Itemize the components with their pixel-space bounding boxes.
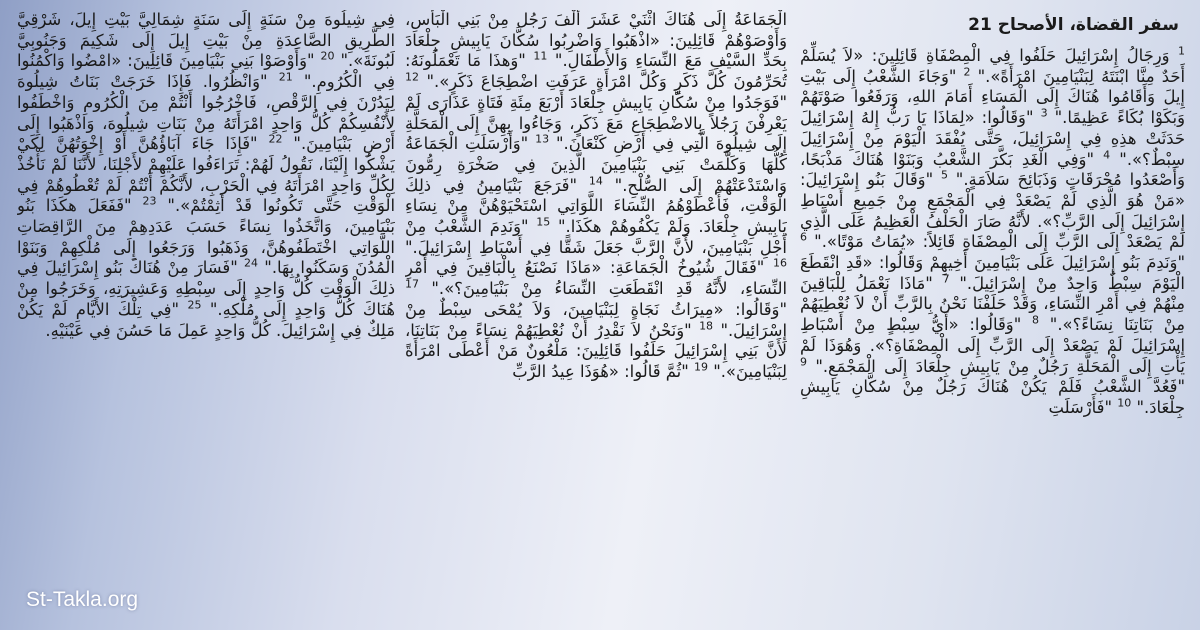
verse-number: 7 (942, 272, 950, 286)
chapter-title: سفر القضاة، الأصحاح 21 (968, 15, 1179, 35)
verse-text: "وَقَالُوا: «أَيُّ سِبْطٍ مِنْ أَسْبَاطِ إِسْرَائِيلَ لَمْ يَصْعَدْ إِلَى الرَّبِّ إِلَى الْمِصْفَاةِ؟». وَهُوَذَا لَمْ يَأْتِ إِلَى الْمَحَلَّةِ رَجُلٌ مِنْ يَابِيشِ جِلْعَادَ إِلَى الْمَجْمَعِ." (800, 315, 1185, 376)
verse-text: "وَأَوْصَوْا بَنِي بَنْيَامِينَ قَائِلِينَ: «امْضُوا وَاكْمُنُوا فِي الْكُرُومِ." (17, 51, 395, 92)
verse-text: "فَإِذَا جَاءَ آبَاؤُهُنَّ أَوْ إِخْوَتُهُنَّ لِكَيْ يَشْكُوا إِلَيْنَا، نَقُولُ لَهُمْ: تَرَاءَفُوا عَلَيْهِمْ لأَجْلِنَا، لأَنَّنَا لَمْ نَأْخُذْ لِكُلِّ وَاحِدٍ امْرَأَتَهُ فِي الْحَرْبِ، لأَنَّكُمْ أَنْتُمْ لَمْ تُعْطُوهُمْ فِي الْوَقْتِ حَتَّى تَكُونُوا قَدْ أَثِمْتُمْ»." (17, 134, 395, 216)
verse-text: "وَنَحْنُ لاَ نَقْدِرُ أَنْ نُعْطِيَهُمْ نِسَاءً مِنْ بَنَاتِنَا، لأَنَّ بَنِي إِسْرَائِيلَ حَلَفُوا قَائِلِينَ: مَلْعُونٌ مَنْ أَعْطَى امْرَأَةً لِبَنْيَامِينَ»." (405, 320, 787, 381)
verse-number: 4 (1103, 148, 1111, 162)
verse-number: 1 (1178, 44, 1185, 58)
verse-text: "فَأَرْسَلَتِ (1048, 397, 1113, 417)
verse-number: 3 (1040, 106, 1048, 120)
verse-number: 6 (800, 230, 807, 244)
verse-text: "وَقَالَ بَنُو إِسْرَائِيلَ: «مَنْ هُوَ الَّذِي لَمْ يَصْعَدْ فِي الْمَجْمَعِ مِنْ جَمِيعِ أَسْبَاطِ إِسْرَائِيلَ إِلَى الرَّبِّ؟». لأَنَّهُ صَارَ الْحَلْفُ الْعَظِيمُ عَلَى الَّذِي لَمْ يَصْعَدْ إِلَى الرَّبِّ إِلَى الْمِصْفَاةِ قَائِلاً: «يُمَاتُ مَوْتًا»." (800, 170, 1185, 252)
verse-number: 9 (800, 355, 807, 369)
column-text (800, 46, 1185, 419)
verse-text: "فَسَارَ مِنْ هُنَاكَ بَنُو إِسْرَائِيلَ فِي ذلِكَ الْوَقْتِ كُلُّ وَاحِدٍ إِلَى سِبْطِهِ وَعَشِيرَتِهِ، وَخَرَجُوا مِنْ هُنَاكَ كُلُّ وَاحِدٍ إِلَى مُلْكِهِ." (17, 258, 395, 319)
verse-text: "فَقَالَ شُيُوخُ الْجَمَاعَةِ: «مَاذَا نَصْنَعُ بِالْبَاقِينَ فِي أَمْرِ النِّسَاءِ، لأَنَّهُ قَدِ انْقَطَعَتِ النِّسَاءُ مِنْ بَنْيَامِينَ؟»." (405, 258, 787, 299)
verse-text: "فَعُدَّ الشَّعْبُ فَلَمْ يَكُنْ هُنَاكَ رَجُلٌ مِنْ سُكَّانِ يَابِيشِ جِلْعَادَ." (800, 377, 1185, 417)
verse-number: 16 (773, 256, 787, 270)
verse-text: "وَانْظُرُوا. فَإِذَا خَرَجَتْ بَنَاتُ شِيلُوهَ لِيَدُرْنَ فِي الرَّقْصِ، فَاخْرُجُوا أَنْتُمْ مِنَ الْكُرُومِ وَاخْطَفُوا لأَنْفُسِكُمْ كُلُّ وَاحِدٍ امْرَأَتَهُ مِنْ بَنَاتِ شِيلُوهَ، وَاذْهَبُوا إِلَى أَرْضِ بَنْيَامِينَ." (17, 72, 395, 154)
column-middle (405, 10, 787, 620)
verse-number: 10 (1117, 396, 1132, 410)
column-left (17, 10, 395, 620)
verse-text: "وَهذَا مَا تَعْمَلُونَهُ: تُحَرِّمُونَ كُلَّ ذَكَرٍ وَكُلَّ امْرَأَةٍ عَرَفَتِ اضْطِجَاعَ ذَكَرٍ»." (405, 51, 787, 92)
verse-text: "ثُمَّ قَالُوا: «هُوَذَا عِيدُ الرَّبِّ (512, 361, 689, 381)
verse-text: "فِي تِلْكَ الأَيَّامِ لَمْ يَكُنْ مَلِكٌ فِي إِسْرَائِيلَ. كُلُّ وَاحِدٍ عَمِلَ مَا حَسُنَ فِي عَيْنَيْهِ. (17, 299, 395, 340)
verse-text: الْجَمَاعَةُ إِلَى هُنَاكَ اثْنَيْ عَشَرَ أَلْفَ رَجُل مِنْ بَنِي الْبَأْسِ، وَأَوْصَوْهُمْ قَائِلِينَ: «اذْهَبُوا وَاضْرِبُوا سُكَّانَ يَابِيشِ جِلْعَادَ بِحَدِّ السَّيْفِ مَعَ النِّسَاءِ وَالأَطْفَالِ." (405, 10, 787, 71)
verse-number: 13 (535, 132, 550, 146)
verse-number: 18 (699, 319, 714, 333)
verse-text: "وَأَرْسَلَتِ الْجَمَاعَةُ كُلُّهَا وَكَلَّمَتْ بَنِي بَنْيَامِينَ الَّذِينَ فِي صَخْرَةِ رِمُّونَ وَاسْتَدْعَتْهُمْ إِلَى الصُّلْحِ." (405, 134, 787, 195)
verse-number: 21 (278, 70, 293, 84)
verse-text: "فَفَعَلَ هكَذَا بَنُو بَنْيَامِينَ، وَاتَّخَذُوا نِسَاءً حَسَبَ عَدَدِهِمْ مِنَ الرَّاقِصَاتِ اللَّوَاتِي اخْتَطَفُوهُنَّ، وَذَهَبُوا وَرَجَعُوا إِلَى مُلْكِهِمْ وَبَنَوْا الْمُدُنَ وَسَكَنُوا بِهَا." (17, 196, 395, 278)
site-watermark: St-Takla.org (26, 588, 139, 611)
verse-text: "وَقَالُوا: «لِمَاذَا يَا رَبُّ إِلهُ إِسْرَائِيلَ حَدَثَتْ هذِهِ فِي إِسْرَائِيلَ، حَتَّى يُفْقَدَ الْيَوْمَ مِنْ إِسْرَائِيلَ سِبْطٌ؟»." (800, 108, 1185, 169)
verse-text: "وَنَدِمَ بَنُو إِسْرَائِيلَ عَلَى بَنْيَامِينَ أَخِيهِمْ وَقَالُوا: «قَدِ انْقَطَعَ الْيَوْمَ سِبْطٌ وَاحِدٌ مِنْ إِسْرَائِيلَ." (800, 253, 1185, 293)
verse-text: "وَجَاءَ الشَّعْبُ إِلَى بَيْتِ إِيلَ وَأَقَامُوا هُنَاكَ إِلَى الْمَسَاءِ أَمَامَ اللهِ، وَرَفَعُوا صَوْتَهُمْ وَبَكَوْا بُكَاءً عَظِيمًا." (800, 66, 1185, 128)
verse-number: 20 (320, 49, 335, 63)
verse-number: 24 (244, 256, 259, 270)
verse-text: "فَرَجَعَ بَنْيَامِينُ فِي ذلِكَ الْوَقْتِ، فَأَعْطَوْهُمُ النِّسَاءَ اللَّوَاتِي اسْتَحْيَوْهُنَّ مِنْ نِسَاءِ يَابِيشِ جِلْعَادَ. وَلَمْ يَكْفُوهُمْ هكَذَا." (405, 175, 787, 237)
verse-text: "وَقَالُوا: «مِيرَاثُ نَجَاةٍ لِبَنْيَامِينَ، وَلاَ يُمْحَى سِبْطٌ مِنْ إِسْرَائِيلَ." (405, 299, 787, 340)
verse-number: 15 (536, 215, 551, 229)
verse-text: "وَفِي الْغَدِ بَكَّرَ الشَّعْبُ وَبَنَوْا هُنَاكَ مَذْبَحًا، وَأَصْعَدُوا مُحْرَقَاتٍ وَذَبَائِحَ سَلاَمَةٍ." (800, 149, 1185, 190)
verse-text: "وَنَدِمَ الشَّعْبُ مِنْ أَجْلِ بَنْيَامِينَ، لأَنَّ الرَّبَّ جَعَلَ شَقًّا فِي أَسْبَاطِ إِسْرَائِيلَ." (405, 217, 787, 257)
verse-number: 19 (693, 360, 708, 374)
verse-number: 14 (588, 174, 603, 188)
verse-number: 8 (1032, 313, 1040, 327)
verse-number: 25 (187, 298, 202, 312)
verse-text: "فَوَجَدُوا مِنْ سُكَّانِ يَابِيشِ جِلْعَادَ أَرْبَعَ مِئَةِ فَتَاةٍ عَذَارَى لَمْ يَعْرِفْنَ رَجُلاً بِالاضْطِجَاعِ مَعَ ذَكَرٍ، وَجَاءُوا بِهِنَّ إِلَى الْمَحَلَّةِ إِلَى شِيلُوهَ الَّتِي فِي أَرْضِ كَنْعَانَ." (405, 92, 787, 154)
verse-number: 23 (142, 194, 157, 208)
verse-text: فِي شِيلُوهَ مِنْ سَنَةٍ إِلَى سَنَةٍ شِمَالِيَّ بَيْتِ إِيلَ، شَرْقِيَّ الطَّرِيقِ الصَّاعِدَةِ مِنْ بَيْتِ إِيلَ إِلَى شَكِيمَ وَجَنُوبِيَّ لَبُونَةَ»." (17, 10, 395, 71)
column-text (17, 10, 395, 341)
verse-text: "مَاذَا نَعْمَلُ لِلْبَاقِينَ مِنْهُمْ فِي أَمْرِ النِّسَاءِ، وَقَدْ حَلَفْنَا نَحْنُ بِالرَّبِّ أَنْ لاَ نُعْطِيَهُمْ مِنْ بَنَاتِنَا نِسَاءً؟»." (800, 273, 1185, 335)
verse-number: 12 (405, 70, 419, 84)
verse-number: 5 (940, 168, 948, 182)
verse-number: 2 (963, 65, 971, 79)
verse-number: 17 (405, 277, 419, 291)
verse-text: وَرِجَالُ إِسْرَائِيلَ حَلَفُوا فِي الْمِصْفَاةِ قَائِلِينَ: «لاَ يُسَلِّمْ أَحَدٌ مِنَّا ابْنَتَهُ لِبَنْيَامِينَ امْرَأَةً»." (800, 46, 1185, 86)
verse-number: 22 (268, 132, 283, 146)
verse-number: 11 (533, 49, 548, 63)
column-right (800, 10, 1185, 620)
column-text (405, 10, 787, 383)
